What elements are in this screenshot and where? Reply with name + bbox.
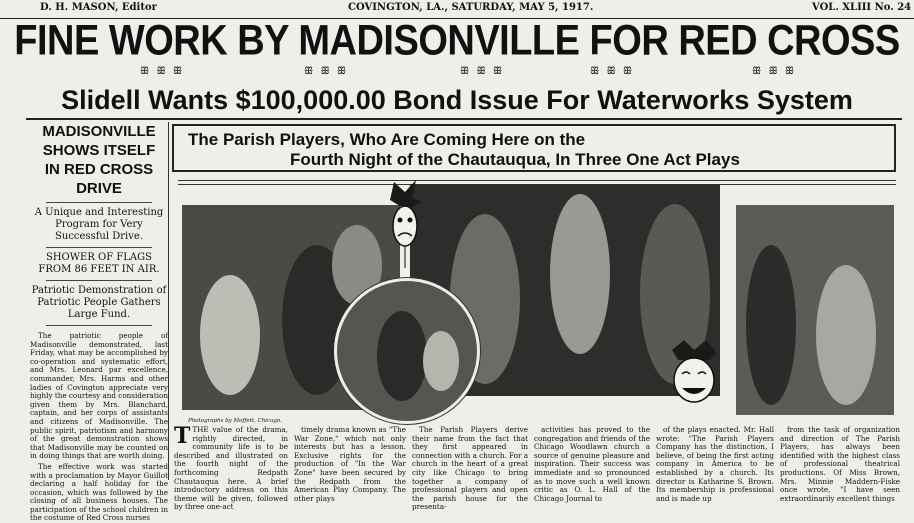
ornament-icon: ꕥ ꕥ ꕥ: [140, 66, 185, 77]
column-text: activities has proved to the congregation and friends of the Chicago Woodlawn church a source of genuine pleasure and inspiration. Their success was immediate and so pronounced as to move such a well known critic as O. L. Hall of the Chicago Journal to: [534, 425, 650, 503]
deck-three: Patriotic Demonstration of Patriotic People Gathers Large Fund.: [31, 285, 167, 320]
main-headline: FINE WORK BY MADISONVILLE FOR RED CROSS: [14, 17, 900, 65]
column-text: of the plays enacted. Mr. Hall wrote: "The Parish Players Company has the distinction, I believe, of being the first acting company in America to be established by a church. Its director is Katharine S. Brown. Its membership is professional and is made up: [656, 425, 774, 503]
column-text: from the task of organization and direction of The Parish Players, has always been identified with the highest class of professional theatrical productions. Of Miss Brown, Mrs. Minnie Maddern-Fiske once wrote, "I have seen extraordinarily excellent things: [780, 425, 900, 503]
comedy-mask-icon: [664, 340, 724, 410]
banner-line-one: The Parish Players, Who Are Coming Here on the: [188, 130, 586, 149]
editor-line: D. H. MASON, Editor: [40, 2, 157, 13]
article-column-1: [174, 423, 288, 512]
paragraph: The effective work was started with a proclamation by Mayor Guillot declaring a half holiday for the occasion, which was followed by the closing of all business houses. The participation of the school children in the costume of Red Cross nurses: [30, 461, 168, 523]
tragedy-mask-icon: [388, 178, 422, 270]
photo-banner: [172, 124, 896, 172]
title-line: SHOWS ITSELF: [42, 142, 156, 159]
article-column-4: [534, 425, 650, 503]
left-article: [30, 122, 169, 523]
banner-line-two: Fourth Night of the Chautauqua, In Three One Act Plays: [290, 150, 740, 169]
column-text: timely drama known as "The War Zone," which not only interests but has a lesson. Exclusive rights for the production of "In the War Zone" have been secured by the Redpath from the American Play Company. The other plays: [294, 425, 406, 503]
paragraph: The patriotic people of Madisonville demonstrated, last Friday, what may be accomplished by co-operation and systematic effort, and Mrs. Leonard par excellence, commander, Mrs. Harms and other ladies of Covington appreciate very highly the courtesy and consideration given them by Mrs. Blanchard, captain, and her corps of assistants and citizens of Madisonville. The public spirit, patriotism and harmony of the great demonstration shows that Madisonville may be counted on in doing things that are worth doing.: [30, 331, 168, 461]
ornament-icon: ꕥ ꕥ ꕥ: [590, 66, 635, 77]
ornament-row: [0, 66, 914, 78]
article-column-3: [412, 425, 529, 512]
divider-rule: [26, 118, 902, 120]
deck-one: A Unique and Interesting Program for Very Successful Drive.: [34, 207, 164, 242]
ornament-icon: ꕥ ꕥ ꕥ: [460, 66, 505, 77]
masthead: [0, 0, 914, 19]
ornament-icon: ꕥ ꕥ ꕥ: [752, 66, 797, 77]
title-line: IN RED CROSS: [44, 161, 154, 178]
deck-divider: [46, 280, 152, 281]
ornament-icon: ꕥ ꕥ ꕥ: [304, 66, 349, 77]
photo-credit: Photographs by Moffett, Chicago.: [188, 418, 282, 424]
dateline: COVINGTON, LA., SATURDAY, MAY 5, 1917.: [348, 2, 594, 13]
photo-oval-inset: [334, 278, 480, 424]
volume-number: VOL. XLIII No. 24: [812, 2, 912, 13]
left-article-title: [30, 122, 168, 198]
deck-two: SHOWER OF FLAGS FROM 86 FEET IN AIR.: [38, 252, 160, 275]
article-column-5: [656, 425, 774, 503]
article-column-2: [294, 425, 406, 503]
photo-right: [736, 205, 894, 415]
deck-divider: [46, 247, 152, 248]
drop-cap: T: [174, 423, 191, 449]
deck-divider: [46, 325, 152, 326]
article-column-6: [780, 425, 900, 503]
deck-divider: [46, 202, 152, 203]
title-line: DRIVE: [76, 180, 122, 197]
column-text: THE value of the drama, rightly directed, in community life is to be described and illustrated on the fourth night of the forthcoming Redpath Chautauqua here. A brief introductory address on this theme will be given, followed by three one-act: [174, 425, 288, 512]
sub-headline: Slidell Wants $100,000.00 Bond Issue For Waterworks System: [61, 85, 853, 115]
column-text: The Parish Players derive their name from the fact that they first appeared in connection with a church. For a church in the heart of a great city like Chicago to bring together a company of professional players and open the parish house for the presenta-: [412, 425, 529, 512]
title-line: MADISONVILLE: [42, 123, 156, 140]
left-article-body: [30, 332, 168, 523]
